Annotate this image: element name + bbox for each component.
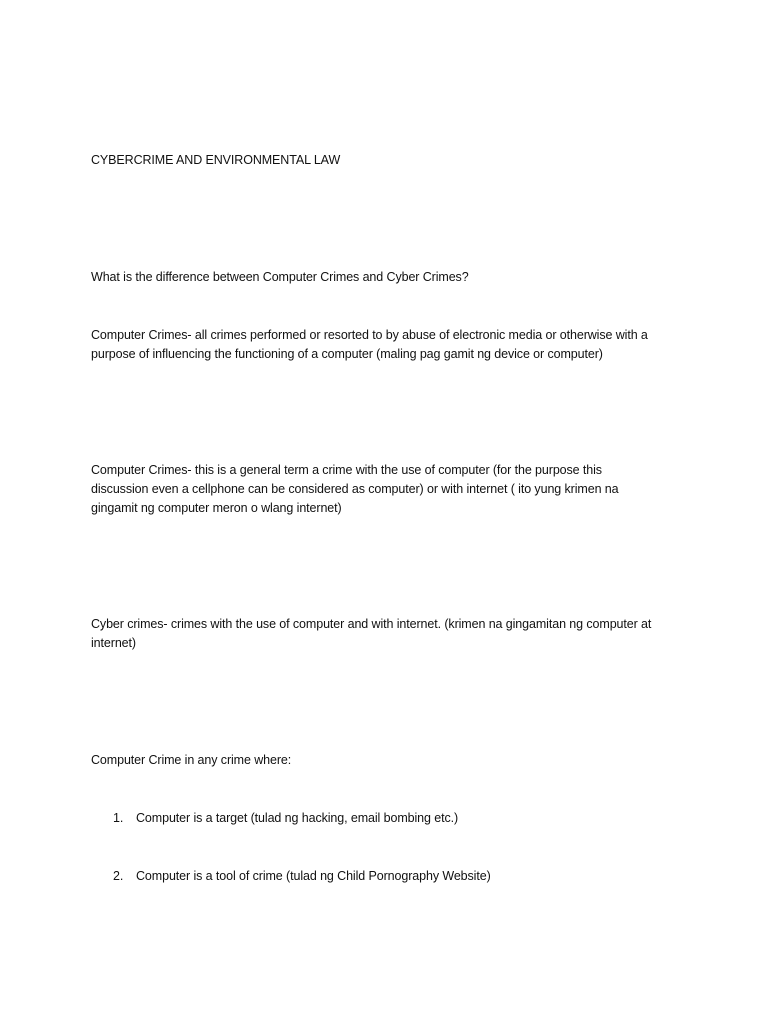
- paragraph-computer-crimes-general: [91, 461, 691, 518]
- paragraph-line: gingamit ng computer meron o wlang internet): [91, 501, 342, 515]
- list-item-text: Computer is a tool of crime (tulad ng Child Pornography Website): [136, 869, 491, 883]
- paragraph-line: Computer Crimes- all crimes performed or resorted to by abuse of electronic media or otherwise with a: [91, 328, 648, 342]
- list-item: [113, 867, 673, 886]
- paragraph-line: internet): [91, 636, 136, 650]
- question-text: What is the difference between Computer Crimes and Cyber Crimes?: [91, 270, 469, 284]
- paragraph-line: purpose of influencing the functioning of a computer (maling pag gamit ng device or computer): [91, 347, 603, 361]
- document-title: CYBERCRIME AND ENVIRONMENTAL LAW: [91, 153, 341, 167]
- list-item-text: Computer is a target (tulad ng hacking, email bombing etc.): [136, 811, 459, 825]
- paragraph-line: Computer Crimes- this is a general term a crime with the use of computer (for the purpose this: [91, 463, 602, 477]
- list-item-number: 1.: [113, 811, 124, 825]
- list-item: [113, 809, 673, 828]
- list-item-number: 2.: [113, 869, 124, 883]
- paragraph-line: discussion even a cellphone can be considered as computer) or with internet ( ito yung krimen na: [91, 482, 619, 496]
- paragraph-computer-crimes-definition: [91, 326, 691, 364]
- list-intro: Computer Crime in any crime where:: [91, 753, 292, 767]
- paragraph-line: Cyber crimes- crimes with the use of computer and with internet. (krimen na gingamitan ng computer at: [91, 617, 652, 631]
- paragraph-cyber-crimes: [91, 615, 691, 653]
